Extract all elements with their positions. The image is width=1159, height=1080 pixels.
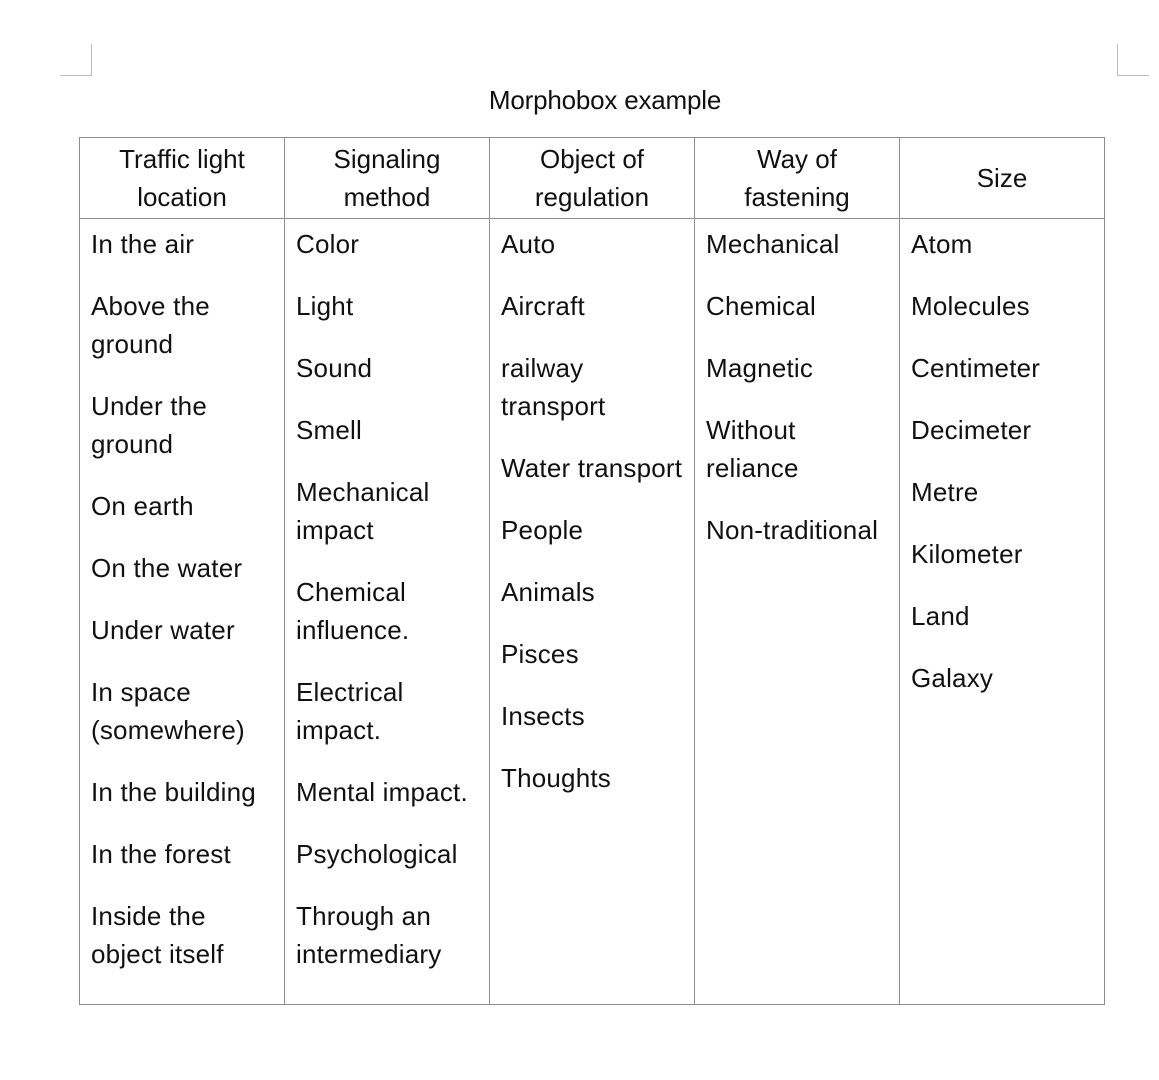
option-list [911, 225, 1096, 697]
options-row [80, 219, 1105, 1005]
cell-object-options [490, 219, 695, 1005]
list-item: Molecules [911, 291, 1030, 321]
list-item: Through an intermediary [296, 901, 442, 969]
list-item: People [501, 515, 584, 545]
list-item: Animals [501, 577, 595, 607]
cell-signaling-options [285, 219, 490, 1005]
list-item: Psychological [296, 839, 458, 869]
list-item: Sound [296, 353, 373, 383]
list-item: Auto [501, 229, 556, 259]
list-item: Decimeter [911, 415, 1032, 445]
list-item: Light [296, 291, 354, 321]
list-item: Under the ground [91, 391, 207, 459]
list-item: Chemical [706, 291, 816, 321]
option-list [296, 225, 481, 973]
list-item: Water transport [501, 453, 683, 483]
list-item: Above the ground [91, 291, 210, 359]
list-item: On the water [91, 553, 243, 583]
cell-location-options [80, 219, 285, 1005]
list-item: In the building [91, 777, 256, 807]
list-item: Mental impact. [296, 777, 468, 807]
list-item: Insects [501, 701, 585, 731]
list-item: Atom [911, 229, 973, 259]
list-item: Smell [296, 415, 363, 445]
list-item: Electrical impact. [296, 677, 404, 745]
header-row [80, 138, 1105, 219]
list-item: Mechanical [706, 229, 840, 259]
header-way-of-fastening: Way of fastening [695, 138, 900, 219]
list-item: Aircraft [501, 291, 585, 321]
document-title: Morphobox example [488, 85, 722, 115]
header-object-of-regulation: Object of regulation [490, 138, 695, 219]
list-item: Kilometer [911, 539, 1023, 569]
header-signaling-method: Signaling method [285, 138, 490, 219]
list-item: In the forest [91, 839, 231, 869]
header-size: Size [900, 138, 1105, 219]
list-item: Non-traditional [706, 515, 879, 545]
list-item: Magnetic [706, 353, 814, 383]
list-item: Without reliance [706, 415, 799, 483]
page-corner-mark-top-right [1117, 44, 1149, 76]
cell-fastening-options [695, 219, 900, 1005]
header-traffic-light-location: Traffic light location [80, 138, 285, 219]
morphobox-table [79, 137, 1105, 1005]
option-list [706, 225, 891, 549]
list-item: Under water [91, 615, 235, 645]
page-corner-mark-top-left [60, 44, 92, 76]
cell-size-options [900, 219, 1105, 1005]
list-item: Color [296, 229, 360, 259]
list-item: Pisces [501, 639, 579, 669]
list-item: railway transport [501, 353, 606, 421]
list-item: In the air [91, 229, 195, 259]
list-item: In space (somewhere) [91, 677, 245, 745]
option-list [91, 225, 276, 973]
list-item: Chemical influence. [296, 577, 410, 645]
list-item: Metre [911, 477, 979, 507]
option-list [501, 225, 686, 797]
list-item: Centimeter [911, 353, 1041, 383]
list-item: Land [911, 601, 970, 631]
list-item: Thoughts [501, 763, 612, 793]
list-item: Galaxy [911, 663, 994, 693]
list-item: Mechanical impact [296, 477, 430, 545]
list-item: Inside the object itself [91, 901, 224, 969]
list-item: On earth [91, 491, 194, 521]
